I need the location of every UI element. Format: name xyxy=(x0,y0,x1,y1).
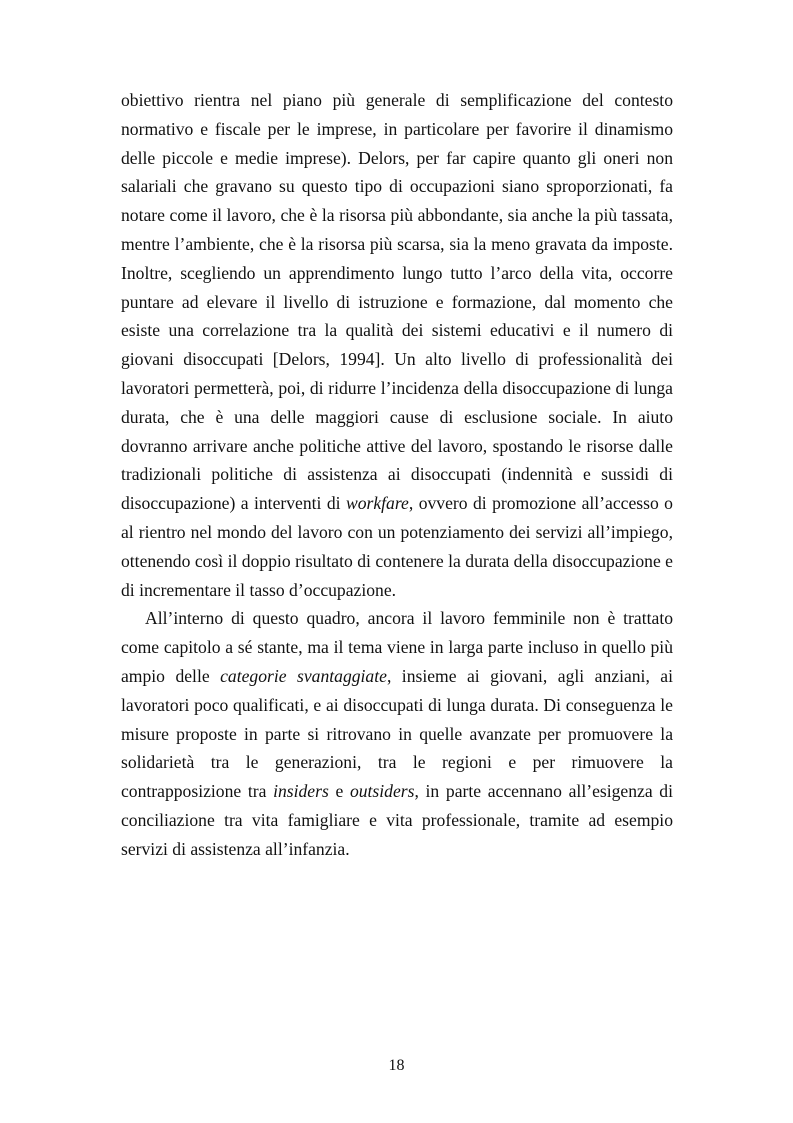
italic-term-insiders: insiders xyxy=(273,781,329,802)
paragraph-2 xyxy=(121,604,673,863)
paragraph-text: , in parte accennano all’esigenza di conciliazione tra vita famigliare e vita professionale, tramite ad esempio servizi di assistenza all’infanzia. xyxy=(121,781,673,859)
paragraph-text: , insieme ai giovani, agli anziani, ai lavoratori poco qualificati, e ai disoccupati di lunga durata. Di conseguenza le misure proposte in parte si ritrovano in quelle avanzate per promuovere la solidarietà tra le generazioni, tra le regioni e per rimuovere la contrapposizione tra xyxy=(121,665,674,802)
paragraph-text: obiettivo rientra nel piano più generale di semplificazione del contesto normativo e fiscale per le imprese, in particolare per favorire il dinamismo delle piccole e medie imprese). Delors, per far capire quanto gli oneri non salariali che gravano su questo tipo di occupazioni siano sproporzionati, fa notare come il lavoro, che è la risorsa più abbondante, sia anche la più tassata, mentre l’ambiente, che è la risorsa più scarsa, sia la meno gravata da imposte. Inoltre, scegliendo un apprendimento lungo tutto l’arco della vita, occorre puntare ad elevare il livello di istruzione e formazione, dal momento che esiste una correlazione tra la qualità dei sistemi educativi e il numero di giovani disoccupati [Delors, 1994]. Un alto livello di professionalità dei lavoratori permetterà, poi, di ridurre l’incidenza della disoccupazione di lunga durata, che è una delle maggiori cause di esclusione sociale. In aiuto dovranno arrivare anche politiche attive del lavoro, spostando le risorse dalle tradizionali politiche di assistenza ai disoccupati (indennità e sussidi di disoccupazione) a interventi di xyxy=(121,90,673,514)
paragraph-text: All’interno di questo quadro, ancora il lavoro femminile non è trattato come capitolo a sé stante, ma il tema viene in larga parte incluso in quello più ampio delle xyxy=(121,608,673,686)
paragraph-text: , ovvero di promozione all’accesso o al rientro nel mondo del lavoro con un potenziamento dei servizi all’impiego, ottenendo così il doppio risultato di contenere la durata della disoccupazione e di incrementare il tasso d’occupazione. xyxy=(121,493,673,600)
italic-term-workfare: workfare xyxy=(345,493,409,514)
italic-term-categorie-svantaggiate: categorie svantaggiate xyxy=(220,665,387,686)
italic-term-outsiders: outsiders xyxy=(349,781,415,802)
page-body xyxy=(121,86,673,864)
paragraph-text: e xyxy=(328,781,350,802)
page-number: 18 xyxy=(388,1057,405,1074)
paragraph-1 xyxy=(121,86,673,604)
